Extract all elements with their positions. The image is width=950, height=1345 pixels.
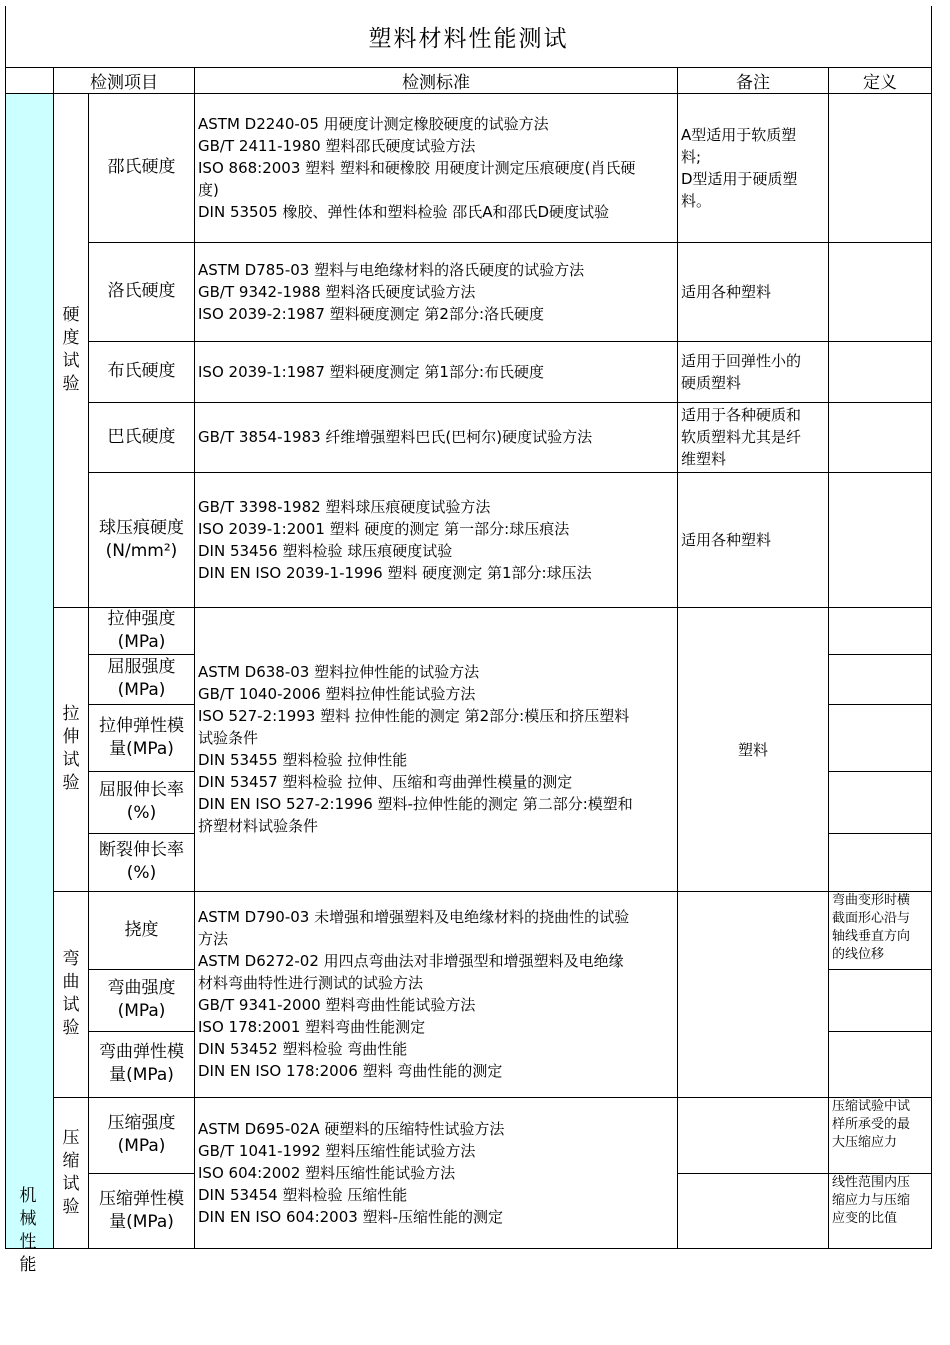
note-cell: 塑料 bbox=[678, 607, 829, 891]
header-standard: 检测标准 bbox=[195, 67, 678, 93]
definition-cell bbox=[829, 341, 932, 402]
group-compression: 压 缩 试 验 bbox=[54, 1097, 89, 1248]
table-row bbox=[6, 402, 932, 472]
definition-cell bbox=[829, 242, 932, 341]
definition-cell bbox=[829, 93, 932, 242]
header-definition: 定义 bbox=[829, 67, 932, 93]
definition-cell bbox=[829, 402, 932, 472]
definition-cell bbox=[829, 472, 932, 607]
header-blank bbox=[6, 67, 54, 93]
item-name: 球压痕硬度 (N/mm²) bbox=[89, 472, 195, 607]
note-cell bbox=[678, 1173, 829, 1248]
item-name: 布氏硬度 bbox=[89, 341, 195, 402]
item-name: 拉伸强度 (MPa) bbox=[89, 607, 195, 654]
item-name: 挠度 bbox=[89, 891, 195, 969]
item-name: 巴氏硬度 bbox=[89, 402, 195, 472]
standards-cell: ASTM D790-03 未增强和增强塑料及电绝缘材料的挠曲性的试验 方法 ASTM D6272-02 用四点弯曲法对非增强型和增强塑料及电绝缘 材料弯曲特性进行测试的试验方法 GB/T 9341-2000 塑料弯曲性能试验方法 ISO 178:2001 塑料弯曲性能测定 DIN 53452 塑料检验 弯曲性能 DIN EN ISO 178:2006 塑料 弯曲性能的测定 bbox=[195, 891, 678, 1097]
test-table bbox=[5, 6, 932, 1249]
standards-cell: ASTM D2240-05 用硬度计测定橡胶硬度的试验方法 GB/T 2411-1980 塑料邵氏硬度试验方法 ISO 868:2003 塑料 塑料和硬橡胶 用硬度计测定压痕硬度(肖氏硬 度) DIN 53505 橡胶、弹性体和塑料检验 邵氏A和邵氏D硬度试验 bbox=[195, 93, 678, 242]
page-title: 塑料材料性能测试 bbox=[6, 6, 932, 67]
definition-cell bbox=[829, 654, 932, 704]
table-row bbox=[6, 891, 932, 969]
definition-cell bbox=[829, 969, 932, 1031]
note-cell: 适用各种塑料 bbox=[678, 242, 829, 341]
group-tensile: 拉 伸 试 验 bbox=[54, 607, 89, 891]
table-row bbox=[6, 472, 932, 607]
standards-cell: GB/T 3854-1983 纤维增强塑料巴氏(巴柯尔)硬度试验方法 bbox=[195, 402, 678, 472]
definition-cell bbox=[829, 833, 932, 891]
standards-cell: ASTM D638-03 塑料拉伸性能的试验方法 GB/T 1040-2006 塑料拉伸性能试验方法 ISO 527-2:1993 塑料 拉伸性能的测定 第2部分:模压和挤压塑料 试验条件 DIN 53455 塑料检验 拉伸性能 DIN 53457 塑料检验 拉伸、压缩和弯曲弹性模量的测定 DIN EN ISO 527-2:1996 塑料-拉伸性能的测定 第二部分:模塑和 挤塑材料试验条件 bbox=[195, 607, 678, 891]
header-item: 检测项目 bbox=[54, 67, 195, 93]
item-name: 拉伸弹性模 量(MPa) bbox=[89, 704, 195, 771]
definition-cell bbox=[829, 1031, 932, 1097]
header-note: 备注 bbox=[678, 67, 829, 93]
table-row bbox=[6, 341, 932, 402]
note-cell bbox=[678, 1097, 829, 1173]
item-name: 弯曲弹性模 量(MPa) bbox=[89, 1031, 195, 1097]
item-name: 压缩弹性模 量(MPa) bbox=[89, 1173, 195, 1248]
table-row bbox=[6, 1097, 932, 1173]
header-row bbox=[6, 67, 932, 93]
table-row bbox=[6, 93, 932, 242]
category-label: 机 械 性 能 bbox=[19, 1186, 37, 1275]
standards-cell: ASTM D785-03 塑料与电绝缘材料的洛氏硬度的试验方法 GB/T 9342-1988 塑料洛氏硬度试验方法 ISO 2039-2:1987 塑料硬度测定 第2部分:洛氏硬度 bbox=[195, 242, 678, 341]
note-cell: A型适用于软质塑 料; D型适用于硬质塑 料。 bbox=[678, 93, 829, 242]
note-cell: 适用各种塑料 bbox=[678, 472, 829, 607]
note-cell: 适用于各种硬质和 软质塑料尤其是纤 维塑料 bbox=[678, 402, 829, 472]
definition-cell: 弯曲变形时横 截面形心沿与 轴线垂直方向 的线位移 bbox=[829, 891, 932, 969]
standards-cell: GB/T 3398-1982 塑料球压痕硬度试验方法 ISO 2039-1:2001 塑料 硬度的测定 第一部分:球压痕法 DIN 53456 塑料检验 球压痕硬度试验 DIN EN ISO 2039-1-1996 塑料 硬度测定 第1部分:球压法 bbox=[195, 472, 678, 607]
category-cell bbox=[6, 93, 54, 1248]
definition-cell bbox=[829, 771, 932, 833]
definition-cell: 线性范围内压 缩应力与压缩 应变的比值 bbox=[829, 1173, 932, 1248]
item-name: 屈服伸长率 (%) bbox=[89, 771, 195, 833]
note-cell bbox=[678, 891, 829, 1097]
group-hardness: 硬 度 试 验 bbox=[54, 93, 89, 607]
standards-cell: ISO 2039-1:1987 塑料硬度测定 第1部分:布氏硬度 bbox=[195, 341, 678, 402]
item-name: 断裂伸长率 (%) bbox=[89, 833, 195, 891]
table-row bbox=[6, 607, 932, 654]
item-name: 屈服强度 (MPa) bbox=[89, 654, 195, 704]
definition-cell: 压缩试验中试 样所承受的最 大压缩应力 bbox=[829, 1097, 932, 1173]
item-name: 邵氏硬度 bbox=[89, 93, 195, 242]
definition-cell bbox=[829, 607, 932, 654]
group-flexural: 弯 曲 试 验 bbox=[54, 891, 89, 1097]
definition-cell bbox=[829, 704, 932, 771]
table-row bbox=[6, 242, 932, 341]
item-name: 压缩强度 (MPa) bbox=[89, 1097, 195, 1173]
item-name: 弯曲强度 (MPa) bbox=[89, 969, 195, 1031]
standards-cell: ASTM D695-02A 硬塑料的压缩特性试验方法 GB/T 1041-1992 塑料压缩性能试验方法 ISO 604:2002 塑料压缩性能试验方法 DIN 53454 塑料检验 压缩性能 DIN EN ISO 604:2003 塑料-压缩性能的测定 bbox=[195, 1097, 678, 1248]
note-cell: 适用于回弹性小的 硬质塑料 bbox=[678, 341, 829, 402]
item-name: 洛氏硬度 bbox=[89, 242, 195, 341]
